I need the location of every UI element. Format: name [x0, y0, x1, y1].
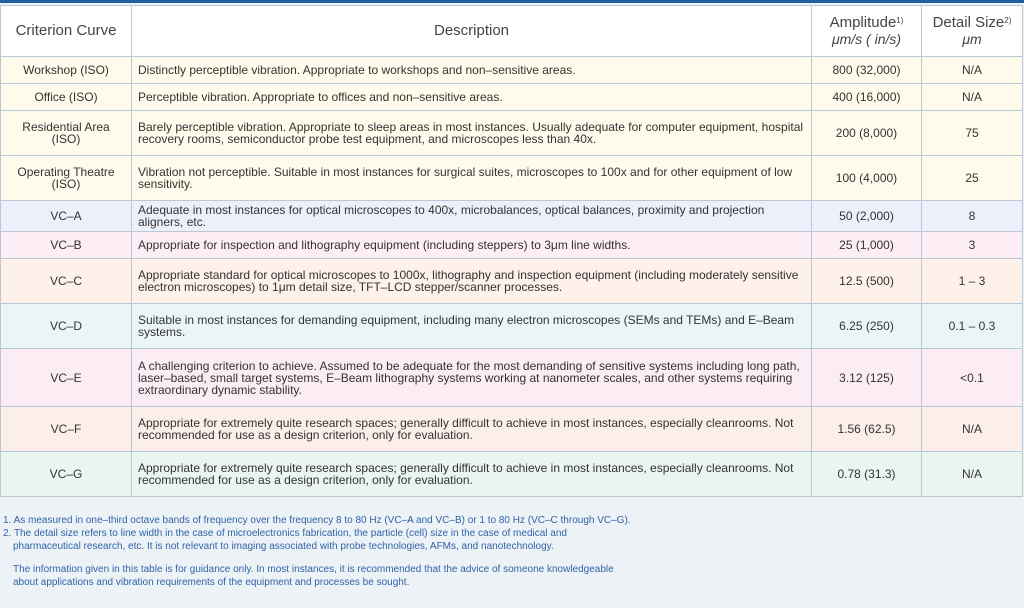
detail-size-cell: N/A	[922, 84, 1023, 111]
header-amplitude	[812, 6, 922, 57]
amplitude-cell: 100 (4,000)	[812, 156, 922, 201]
criterion-cell: Office (ISO)	[1, 84, 132, 111]
amplitude-cell: 12.5 (500)	[812, 259, 922, 304]
amplitude-cell: 0.78 (31.3)	[812, 452, 922, 497]
header-amplitude-footnote: 1)	[896, 15, 904, 25]
amplitude-cell: 50 (2,000)	[812, 201, 922, 232]
detail-size-cell: 8	[922, 201, 1023, 232]
guidance-note-line-1: The information given in this table is for guidance only. In most instances, it is recommended that the advice of someone knowledgeable	[13, 564, 614, 575]
criterion-cell: Workshop (ISO)	[1, 57, 132, 84]
description-cell: Suitable in most instances for demanding equipment, including many electron microscopes (SEMs and TEMs) and E–Beam systems.	[132, 304, 812, 349]
header-detail-size-unit: μm	[962, 30, 982, 47]
table-row	[1, 407, 1023, 452]
amplitude-cell: 400 (16,000)	[812, 84, 922, 111]
description-cell: A challenging criterion to achieve. Assumed to be adequate for the most demanding of sensitive systems including long path, laser–based, small target systems, E–Beam lithography systems working at nanometer scales, and other systems requiring extraordinary dynamic stability.	[132, 349, 812, 407]
top-rule	[0, 0, 1024, 3]
description-cell: Distinctly perceptible vibration. Appropriate to workshops and non–sensitive areas.	[132, 57, 812, 84]
description-cell: Appropriate for inspection and lithography equipment (including steppers) to 3μm line widths.	[132, 232, 812, 259]
table-row	[1, 304, 1023, 349]
table-row	[1, 57, 1023, 84]
criterion-cell: VC–E	[1, 349, 132, 407]
table-header-row	[1, 6, 1023, 57]
footnote-1: 1. As measured in one–third octave bands of frequency over the frequency 8 to 80 Hz (VC–A and VC–B) or 1 to 80 Hz (VC–C through VC–G).	[3, 515, 631, 526]
footnote-2-line-1: 2. The detail size refers to line width in the case of microelectronics fabrication, the particle (cell) size in the case of medical and	[3, 528, 567, 539]
guidance-note-line-2: about applications and vibration requirements of the equipment and processes be sought.	[13, 577, 410, 588]
table-row	[1, 111, 1023, 156]
criterion-cell: VC–G	[1, 452, 132, 497]
criterion-cell: Residential Area (ISO)	[1, 111, 132, 156]
detail-size-cell: 0.1 – 0.3	[922, 304, 1023, 349]
header-amplitude-unit: μm/s ( in/s)	[831, 30, 902, 47]
footnote-2-line-2: pharmaceutical research, etc. It is not relevant to imaging associated with probe technologies, AFMs, and nanotechnology.	[13, 541, 554, 552]
criterion-cell: VC–F	[1, 407, 132, 452]
header-description: Description	[132, 6, 812, 57]
detail-size-cell: <0.1	[922, 349, 1023, 407]
amplitude-cell: 3.12 (125)	[812, 349, 922, 407]
criterion-cell: Operating Theatre (ISO)	[1, 156, 132, 201]
table-row	[1, 156, 1023, 201]
description-cell: Appropriate for extremely quite research spaces; generally difficult to achieve in most instances, especially cleanrooms. Not recommended for use as a design criterion, only for evaluation.	[132, 407, 812, 452]
footnotes	[3, 514, 1013, 589]
amplitude-cell: 200 (8,000)	[812, 111, 922, 156]
description-cell: Appropriate standard for optical microscopes to 1000x, lithography and inspection equipment (including moderately sensitive electron microscopes) to 1μm detail size, TFT–LCD stepper/scanner processes.	[132, 259, 812, 304]
header-detail-size	[922, 6, 1023, 57]
table-row	[1, 201, 1023, 232]
table-row	[1, 452, 1023, 497]
criterion-cell: VC–A	[1, 201, 132, 232]
amplitude-cell: 6.25 (250)	[812, 304, 922, 349]
detail-size-cell: N/A	[922, 407, 1023, 452]
detail-size-cell: N/A	[922, 57, 1023, 84]
description-cell: Appropriate for extremely quite research spaces; generally difficult to achieve in most instances, especially cleanrooms. Not recommended for use as a design criterion, only for evaluation.	[132, 452, 812, 497]
amplitude-cell: 1.56 (62.5)	[812, 407, 922, 452]
description-cell: Adequate in most instances for optical microscopes to 400x, microbalances, optical balances, proximity and projection aligners, etc.	[132, 201, 812, 232]
description-cell: Barely perceptible vibration. Appropriate to sleep areas in most instances. Usually adequate for computer equipment, hospital recovery rooms, semiconductor probe test equipment, and microscopes less than 40x.	[132, 111, 812, 156]
header-criterion-curve: Criterion Curve	[1, 6, 132, 57]
header-detail-size-footnote: 2)	[1004, 15, 1012, 25]
detail-size-cell: 25	[922, 156, 1023, 201]
detail-size-cell: 1 – 3	[922, 259, 1023, 304]
amplitude-cell: 25 (1,000)	[812, 232, 922, 259]
amplitude-cell: 800 (32,000)	[812, 57, 922, 84]
detail-size-cell: 3	[922, 232, 1023, 259]
note-spacer	[3, 553, 1013, 563]
criterion-cell: VC–C	[1, 259, 132, 304]
description-cell: Perceptible vibration. Appropriate to offices and non–sensitive areas.	[132, 84, 812, 111]
detail-size-cell: 75	[922, 111, 1023, 156]
description-cell: Vibration not perceptible. Suitable in most instances for surgical suites, microscopes to 100x and for other equipment of low sensitivity.	[132, 156, 812, 201]
table-row	[1, 259, 1023, 304]
table-row	[1, 232, 1023, 259]
header-amplitude-label: Amplitude	[829, 13, 897, 31]
table-row	[1, 349, 1023, 407]
table-row	[1, 84, 1023, 111]
detail-size-cell: N/A	[922, 452, 1023, 497]
vibration-criteria-table	[0, 5, 1023, 497]
criterion-cell: VC–B	[1, 232, 132, 259]
criterion-cell: VC–D	[1, 304, 132, 349]
header-detail-size-label: Detail Size	[932, 13, 1005, 31]
